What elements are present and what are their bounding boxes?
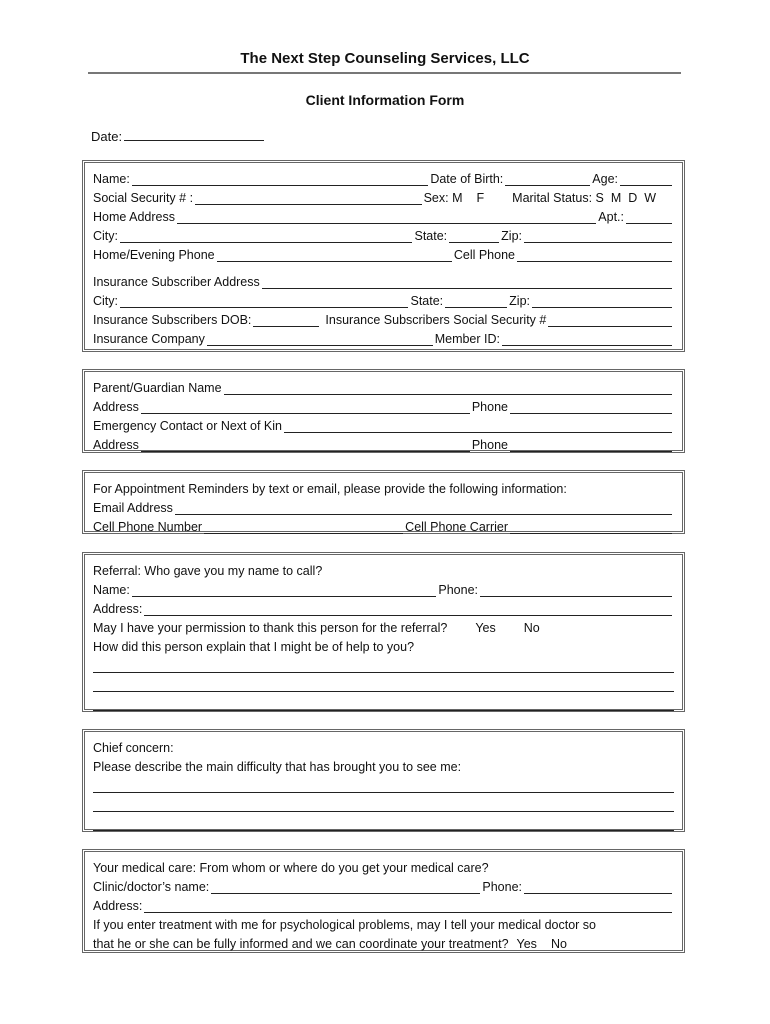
cell-carrier-label: Cell Phone Carrier bbox=[405, 520, 508, 534]
name-field[interactable] bbox=[132, 174, 429, 186]
concern-describe: Please describe the main difficulty that has brought you to see me: bbox=[93, 760, 462, 774]
emergency-address-label: Address bbox=[93, 438, 139, 452]
guardian-phone-field[interactable] bbox=[510, 402, 672, 414]
email-field[interactable] bbox=[175, 503, 672, 515]
sex-label: Sex: bbox=[423, 191, 449, 205]
subscriber-dob-field[interactable] bbox=[253, 315, 319, 327]
age-label: Age: bbox=[592, 172, 618, 186]
clinic-address-label: Address: bbox=[93, 899, 143, 913]
ins-zip-label: Zip: bbox=[509, 294, 530, 308]
date-field[interactable] bbox=[124, 129, 264, 141]
cell-number-field[interactable] bbox=[204, 522, 403, 534]
header-divider bbox=[88, 72, 681, 74]
cell-number-label: Cell Phone Number bbox=[93, 520, 203, 534]
member-id-field[interactable] bbox=[502, 334, 672, 346]
state-field[interactable] bbox=[449, 231, 499, 243]
medical-question: Your medical care: From whom or where do you get your medical care? bbox=[93, 861, 489, 875]
marital-label: Marital Status: bbox=[512, 191, 593, 205]
date-row bbox=[91, 129, 266, 144]
emergency-contact-field[interactable] bbox=[284, 421, 672, 433]
chief-concern-section bbox=[82, 729, 685, 832]
age-field[interactable] bbox=[620, 174, 672, 186]
ins-city-field[interactable] bbox=[120, 296, 408, 308]
guardian-address-label: Address bbox=[93, 400, 139, 414]
company-name: The Next Step Counseling Services, LLC bbox=[240, 50, 530, 67]
city-field[interactable] bbox=[120, 231, 412, 243]
clinic-field[interactable] bbox=[211, 882, 480, 894]
referral-phone-label: Phone: bbox=[438, 583, 478, 597]
email-label: Email Address bbox=[93, 501, 173, 515]
referral-explain-line-3[interactable] bbox=[93, 692, 674, 711]
ssn-label: Social Security # : bbox=[93, 191, 194, 205]
ins-zip-field[interactable] bbox=[532, 296, 672, 308]
ins-state-label: State: bbox=[410, 294, 444, 308]
subscriber-ssn-field[interactable] bbox=[548, 315, 672, 327]
clinic-phone-field[interactable] bbox=[524, 882, 672, 894]
medical-consent-1: If you enter treatment with me for psychological problems, may I tell your medical doctor so bbox=[93, 918, 596, 932]
dob-field[interactable] bbox=[505, 174, 590, 186]
home-phone-field[interactable] bbox=[217, 250, 452, 262]
state-label: State: bbox=[414, 229, 448, 243]
ins-state-field[interactable] bbox=[445, 296, 507, 308]
zip-label: Zip: bbox=[501, 229, 522, 243]
referral-explain: How did this person explain that I might be of help to you? bbox=[93, 640, 415, 654]
ins-city-label: City: bbox=[93, 294, 118, 308]
member-id-label: Member ID: bbox=[434, 332, 500, 346]
referral-name-field[interactable] bbox=[132, 585, 437, 597]
ins-company-label: Insurance Company bbox=[93, 332, 205, 346]
referral-phone-field[interactable] bbox=[480, 585, 672, 597]
referral-address-label: Address: bbox=[93, 602, 143, 616]
home-address-field[interactable] bbox=[177, 212, 596, 224]
dob-label: Date of Birth: bbox=[430, 172, 504, 186]
ins-company-field[interactable] bbox=[207, 334, 433, 346]
emergency-contact-label: Emergency Contact or Next of Kin bbox=[93, 419, 282, 433]
subscriber-address-field[interactable] bbox=[262, 277, 672, 289]
guardian-phone-label: Phone bbox=[471, 400, 508, 414]
clinic-address-field[interactable] bbox=[144, 901, 672, 913]
reminders-intro: For Appointment Reminders by text or email, please provide the following information: bbox=[93, 482, 567, 496]
cell-phone-label: Cell Phone bbox=[453, 248, 515, 262]
emergency-phone-label: Phone bbox=[471, 438, 508, 452]
concern-line-2[interactable] bbox=[93, 793, 674, 812]
zip-field[interactable] bbox=[524, 231, 672, 243]
marital-option-s[interactable]: S bbox=[595, 191, 604, 205]
concern-label: Chief concern: bbox=[93, 741, 174, 755]
medical-care-section bbox=[82, 849, 685, 953]
cell-phone-field[interactable] bbox=[517, 250, 672, 262]
medical-no-option[interactable]: No bbox=[550, 937, 567, 951]
marital-option-d[interactable]: D bbox=[628, 191, 638, 205]
guardian-section bbox=[82, 369, 685, 453]
home-address-label: Home Address bbox=[93, 210, 175, 224]
referral-explain-line-2[interactable] bbox=[93, 673, 674, 692]
client-info-section bbox=[82, 160, 685, 352]
date-label: Date: bbox=[91, 129, 123, 144]
emergency-address-field[interactable] bbox=[141, 440, 470, 452]
sex-option-m[interactable]: M bbox=[452, 191, 463, 205]
referral-section bbox=[82, 552, 685, 712]
home-phone-label: Home/Evening Phone bbox=[93, 248, 215, 262]
clinic-label: Clinic/doctor’s name: bbox=[93, 880, 210, 894]
concern-line-3[interactable] bbox=[93, 812, 674, 831]
cell-carrier-field[interactable] bbox=[510, 522, 672, 534]
referral-address-field[interactable] bbox=[144, 604, 672, 616]
guardian-address-field[interactable] bbox=[141, 402, 470, 414]
guardian-name-field[interactable] bbox=[224, 383, 672, 395]
form-title: Client Information Form bbox=[305, 92, 465, 108]
medical-consent-2: that he or she can be fully informed and we can coordinate your treatment? bbox=[93, 937, 509, 951]
referral-question: Referral: Who gave you my name to call? bbox=[93, 564, 323, 578]
referral-yes-option[interactable]: Yes bbox=[475, 621, 496, 635]
referral-name-label: Name: bbox=[93, 583, 130, 597]
ssn-field[interactable] bbox=[195, 193, 422, 205]
referral-permission: May I have your permission to thank this person for the referral? bbox=[93, 621, 448, 635]
apt-label: Apt.: bbox=[598, 210, 624, 224]
name-label: Name: bbox=[93, 172, 130, 186]
referral-explain-line-1[interactable] bbox=[93, 654, 674, 673]
city-label: City: bbox=[93, 229, 118, 243]
apt-field[interactable] bbox=[626, 212, 672, 224]
clinic-phone-label: Phone: bbox=[482, 880, 522, 894]
subscriber-address-label: Insurance Subscriber Address bbox=[93, 275, 260, 289]
subscriber-ssn-label: Insurance Subscribers Social Security # bbox=[325, 313, 547, 327]
sex-option-f[interactable]: F bbox=[476, 191, 485, 205]
marital-option-m[interactable]: M bbox=[610, 191, 622, 205]
emergency-phone-field[interactable] bbox=[510, 440, 672, 452]
medical-yes-option[interactable]: Yes bbox=[516, 937, 537, 951]
reminders-section bbox=[82, 470, 685, 534]
guardian-name-label: Parent/Guardian Name bbox=[93, 381, 222, 395]
concern-line-1[interactable] bbox=[93, 774, 674, 793]
subscriber-dob-label: Insurance Subscribers DOB: bbox=[93, 313, 252, 327]
marital-option-w[interactable]: W bbox=[644, 191, 656, 205]
referral-no-option[interactable]: No bbox=[523, 621, 540, 635]
